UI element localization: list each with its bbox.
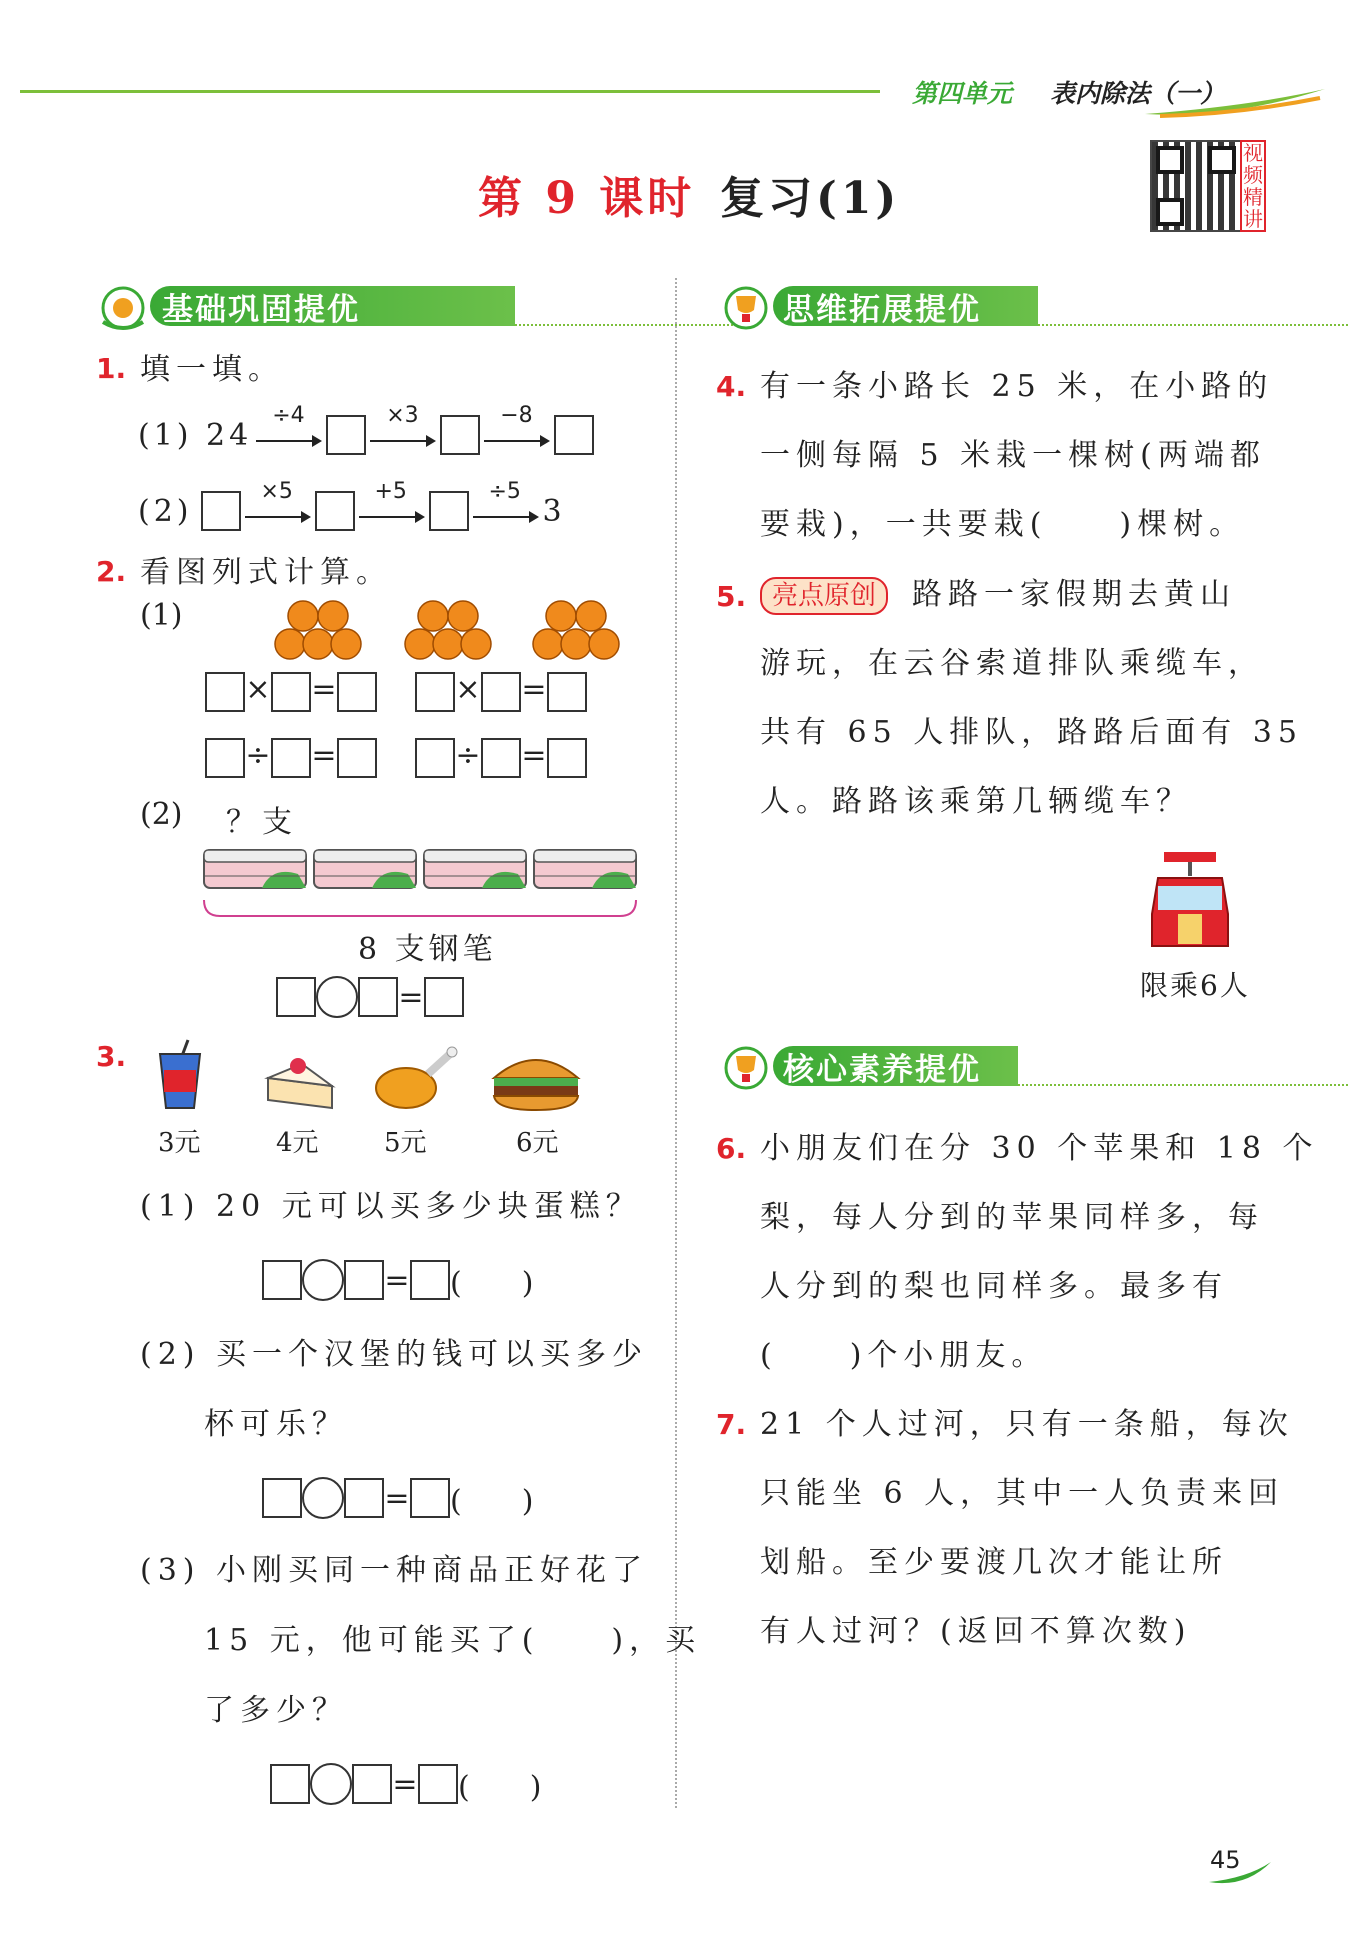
trophy-icon [718, 282, 778, 332]
q1-number: 1. [96, 352, 127, 385]
page-swoosh [1205, 1858, 1275, 1888]
eq-box[interactable] [270, 1764, 310, 1804]
price-hamburger: 6元 [516, 1128, 559, 1158]
q1-row2-op2: +5 [374, 479, 407, 504]
q7-line2: 只能坐 6 人，其中一人负责来回 [760, 1476, 1285, 1511]
cake-icon [262, 1052, 342, 1112]
q4-line2: 一侧每隔 5 米栽一棵树(两端都 [760, 438, 1266, 473]
hamburger-icon [490, 1050, 582, 1112]
eq-box[interactable] [415, 738, 455, 778]
eq-box[interactable] [276, 977, 316, 1017]
price-drumstick: 5元 [384, 1128, 427, 1158]
q3-p3-equation: = ( ) [270, 1762, 541, 1806]
q7-number: 7. [716, 1408, 747, 1441]
eq-box[interactable] [547, 738, 587, 778]
eq-box[interactable] [262, 1260, 302, 1300]
unit-paren[interactable]: ( ) [450, 1484, 534, 1519]
eq-box[interactable] [424, 977, 464, 1017]
q5-line3: 共有 65 人排队，路路后面有 35 [760, 715, 1303, 750]
price-cake: 4元 [276, 1128, 319, 1158]
q3-p3a: (3) 小刚买同一种商品正好花了 [140, 1553, 649, 1588]
q5-line2: 游玩，在云谷索道排队乘缆车， [760, 646, 1264, 681]
eq-op-circle[interactable] [302, 1477, 344, 1519]
eq-box[interactable] [344, 1260, 384, 1300]
q6-line2: 梨，每人分到的苹果同样多，每 [760, 1200, 1264, 1235]
q3-p3b: 15 元，他可能买了( )，买 [204, 1623, 702, 1658]
eq-box[interactable] [205, 738, 245, 778]
q2-text: 看图列式计算。 [140, 555, 392, 590]
eq-box[interactable] [271, 672, 311, 712]
eq-box[interactable] [410, 1478, 450, 1518]
q3-number: 3. [96, 1040, 127, 1073]
eq-box[interactable] [205, 672, 245, 712]
q3-p3c: 了多少？ [204, 1693, 348, 1728]
q1-row2-op1: ×5 [260, 479, 293, 504]
q4-number: 4. [716, 370, 747, 403]
pen-boxes [200, 848, 645, 920]
eq-box[interactable] [358, 977, 398, 1017]
q1-row2 [138, 479, 562, 534]
unit-paren[interactable]: ( ) [450, 1266, 534, 1301]
q6-line4: ( )个小朋友。 [760, 1338, 1048, 1373]
q2-p2-label: (2) [140, 797, 183, 832]
eq-box[interactable] [271, 738, 311, 778]
q2-p2-equation: = [276, 976, 464, 1018]
eq-box[interactable] [410, 1260, 450, 1300]
q7-line1: 21 个人过河，只有一条船，每次 [760, 1407, 1294, 1442]
lesson-topic: 复习(1) [720, 173, 901, 224]
q2-number: 2. [96, 555, 127, 588]
q2-question-mark: ？支 [226, 805, 298, 840]
eq-op-circle[interactable] [310, 1763, 352, 1805]
eq-box[interactable] [481, 738, 521, 778]
q1-row1-box2[interactable] [440, 415, 480, 455]
q5-line1: 路路一家假期去黄山 [912, 577, 1236, 612]
qr-code[interactable] [1150, 140, 1242, 232]
eq-op-circle[interactable] [302, 1259, 344, 1301]
q5-line4: 人。路路该乘第几辆缆车？ [760, 784, 1192, 819]
q6-number: 6. [716, 1132, 747, 1165]
q1-row1-label: (1) 24 [138, 417, 253, 453]
q7-line4: 有人过河？(返回不算次数) [760, 1614, 1192, 1649]
q6-line1: 小朋友们在分 30 个苹果和 18 个 [760, 1131, 1319, 1166]
eq-box[interactable] [337, 738, 377, 778]
q3-p1-equation: = ( ) [262, 1258, 533, 1302]
q3-p2a: (2) 买一个汉堡的钱可以买多少 [140, 1337, 649, 1372]
eq-box[interactable] [415, 672, 455, 712]
eq-box[interactable] [352, 1764, 392, 1804]
q1-row1-op1: ÷4 [272, 403, 305, 428]
page-number: 45 [1210, 1846, 1241, 1874]
q1-row1-box3[interactable] [554, 415, 594, 455]
eq-op-circle[interactable] [316, 976, 358, 1018]
unit-paren[interactable]: ( ) [458, 1770, 542, 1805]
q1-row2-box3[interactable] [429, 491, 469, 531]
q5-badge: 亮点原创 [760, 577, 888, 615]
q1-row1 [138, 403, 594, 458]
price-cola: 3元 [158, 1128, 201, 1158]
q1-row2-op3: ÷5 [488, 479, 521, 504]
eq-box[interactable] [344, 1478, 384, 1518]
q4-line3: 要栽)，一共要栽( )棵树。 [760, 507, 1246, 542]
q2-p1-label: (1) [140, 598, 183, 633]
pens-label: 8 支钢笔 [358, 932, 497, 967]
q1-row1-op3: −8 [500, 403, 533, 428]
lesson-title: 第 9 课时 [478, 173, 696, 224]
orange-groups [270, 592, 640, 664]
q6-line3: 人分到的梨也同样多。最多有 [760, 1269, 1228, 1304]
qr-label: 视频精讲 [1240, 140, 1266, 232]
q5-number: 5. [716, 580, 747, 613]
header-unit: 第四单元 [912, 79, 1013, 108]
q1-row2-end: 3 [542, 493, 562, 529]
q1-row2-box1[interactable] [201, 491, 241, 531]
lightbulb-icon [95, 282, 155, 332]
q3-p2b: 杯可乐？ [204, 1407, 348, 1442]
header-rule [20, 90, 880, 93]
q3-p2-equation: = ( ) [262, 1476, 533, 1520]
header-chapter: 表内除法（一） [1050, 79, 1226, 108]
eq-box[interactable] [418, 1764, 458, 1804]
q1-row1-op2: ×3 [386, 403, 419, 428]
q3-p1: (1) 20 元可以买多少块蛋糕？ [140, 1189, 642, 1224]
eq-box[interactable] [262, 1478, 302, 1518]
trophy-icon [718, 1042, 778, 1092]
eq-box[interactable] [547, 672, 587, 712]
q1-row1-box1[interactable] [326, 415, 366, 455]
q7-line3: 划船。至少要渡几次才能让所 [760, 1545, 1228, 1580]
q1-row2-box2[interactable] [315, 491, 355, 531]
cable-car-label: 限乘6人 [1140, 969, 1250, 1002]
header-swoosh [1140, 84, 1330, 124]
q4-line1: 有一条小路长 25 米，在小路的 [760, 369, 1274, 404]
cable-car-icon [1148, 850, 1232, 954]
q2-p1-eq-row1: × = × = [205, 672, 587, 712]
eq-box[interactable] [481, 672, 521, 712]
cola-icon [152, 1036, 208, 1112]
eq-box[interactable] [337, 672, 377, 712]
drumstick-icon [372, 1046, 462, 1112]
q1-row2-label: (2) [138, 493, 193, 529]
column-divider [675, 278, 677, 1808]
q2-p1-eq-row2: ÷ = ÷ = [205, 738, 587, 778]
q1-text: 填一填。 [140, 352, 284, 387]
